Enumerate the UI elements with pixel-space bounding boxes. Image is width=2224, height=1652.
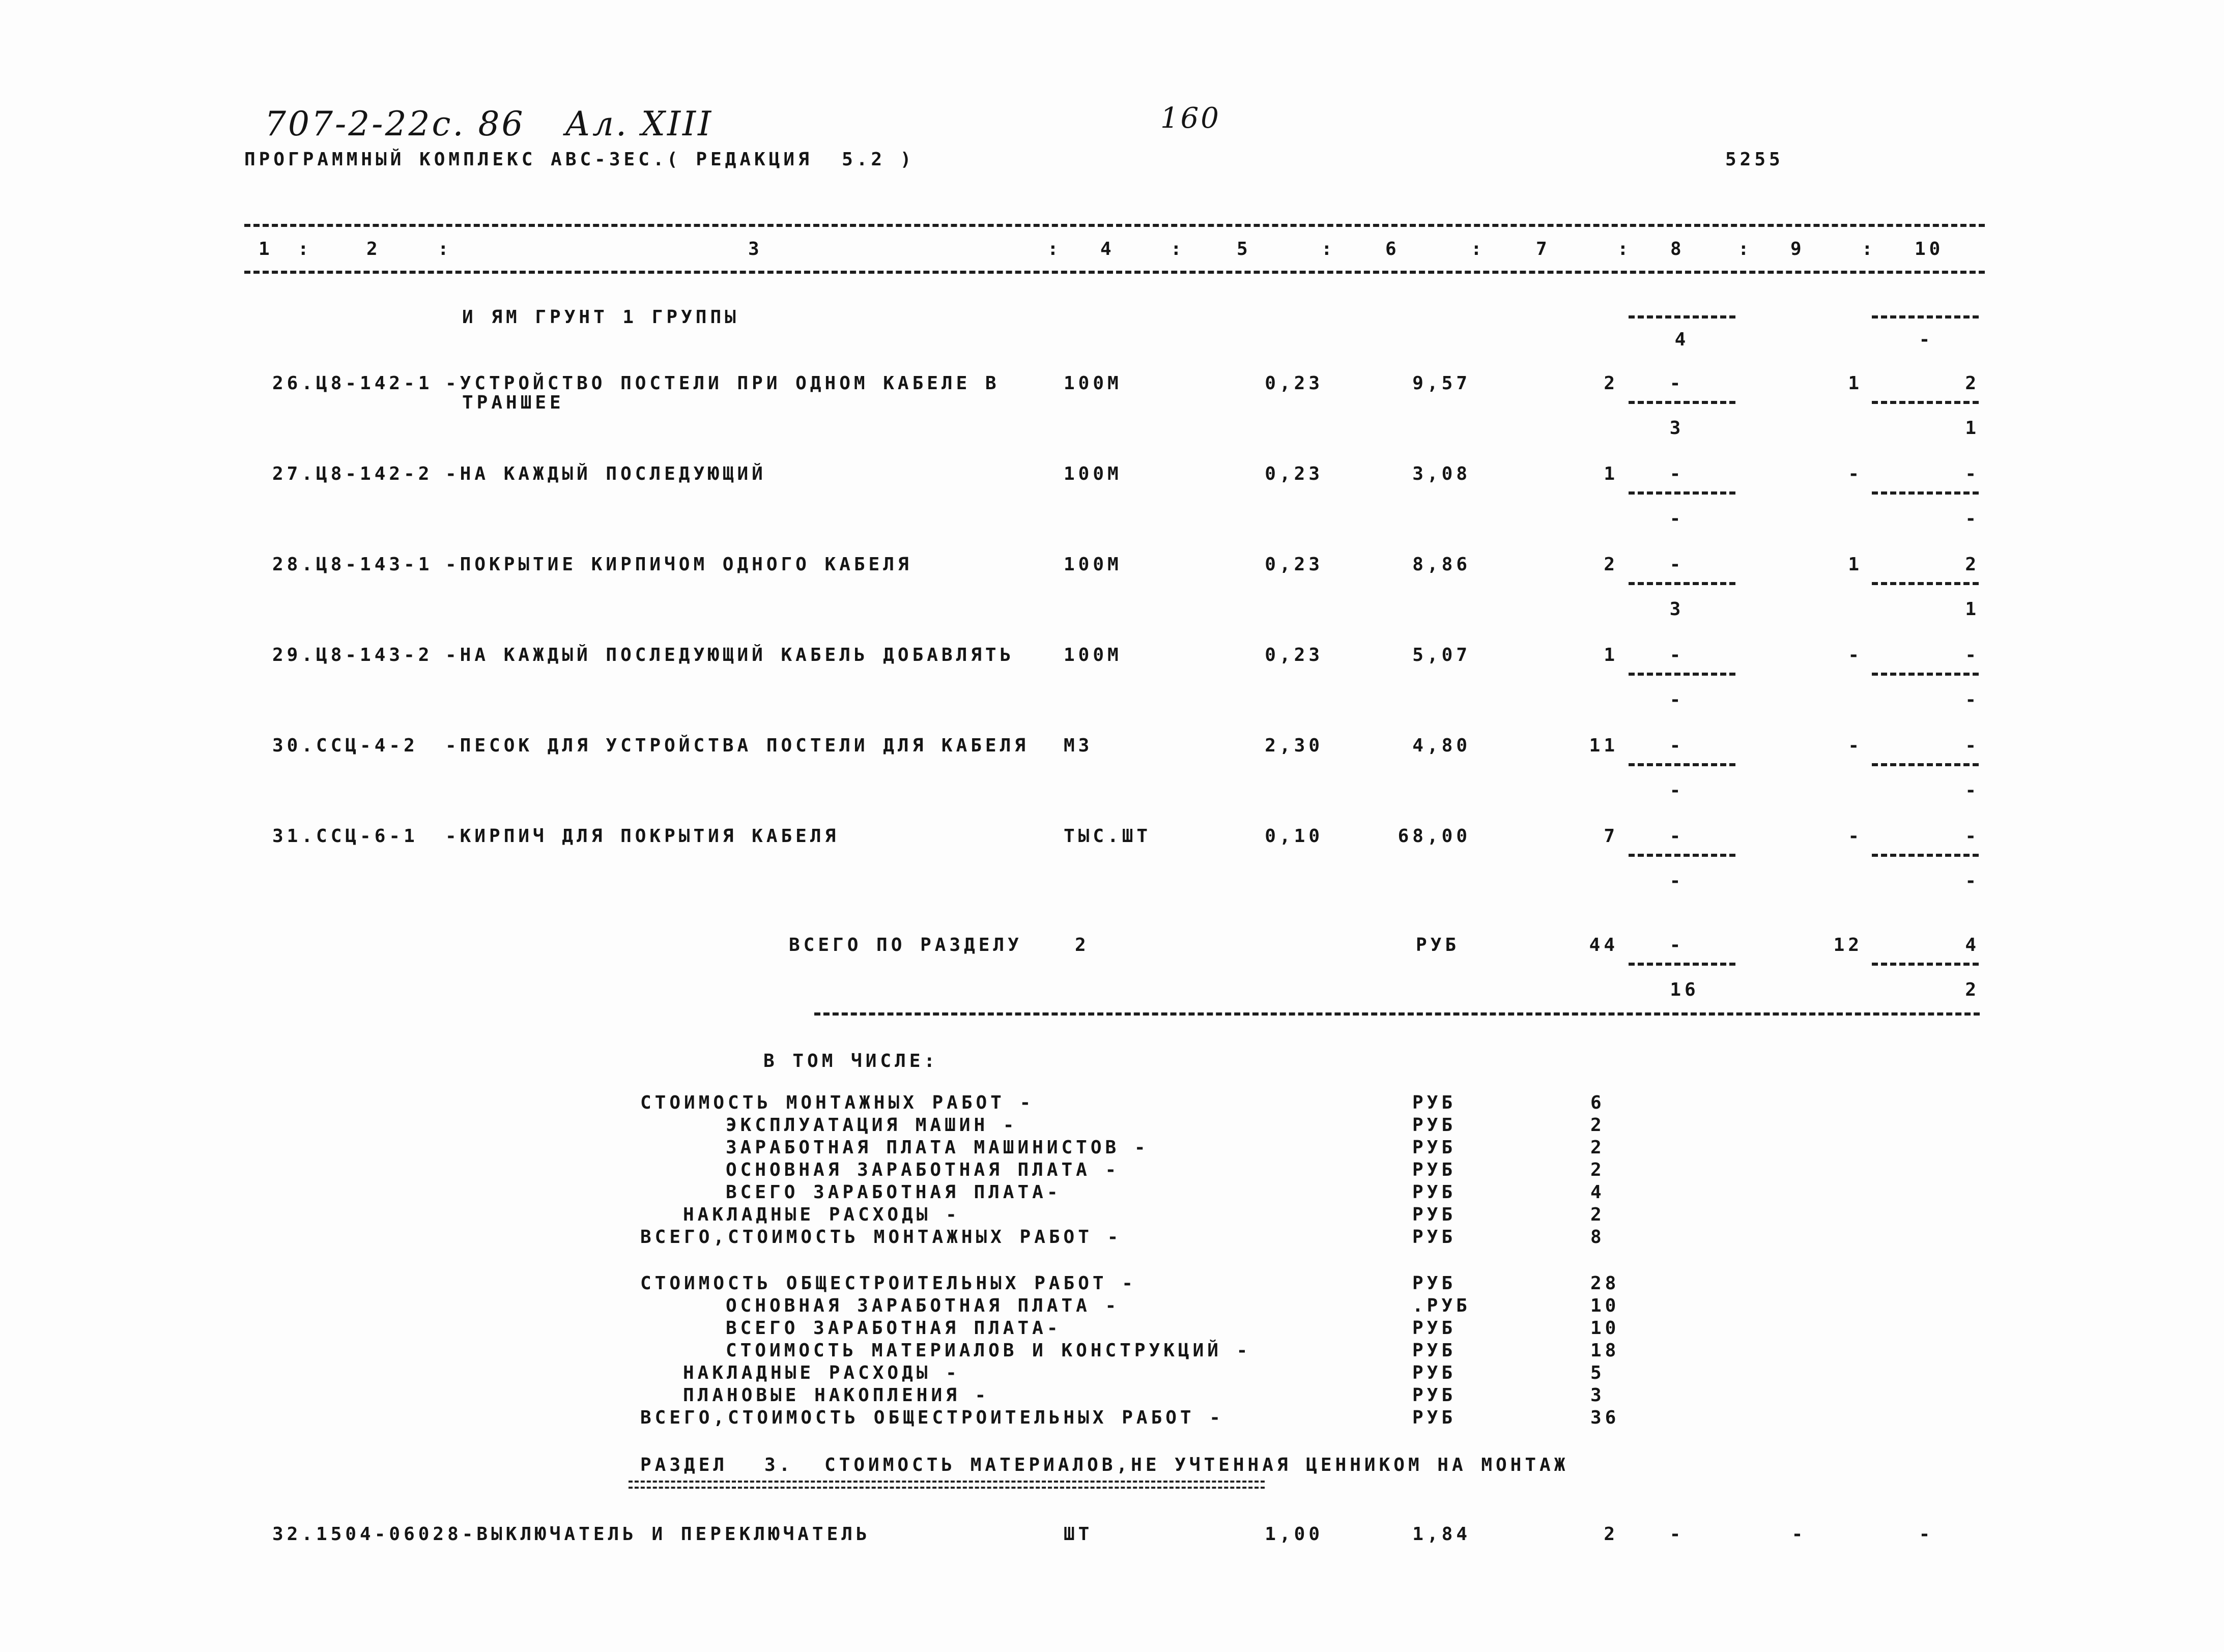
item-unit: ТЫС.ШТ: [1064, 826, 1152, 847]
item-row: [0, 465, 2224, 536]
col-sep: :: [1171, 239, 1185, 259]
col-6: 6: [1385, 239, 1400, 259]
last-row-unit: ШТ: [1064, 1524, 1093, 1545]
item-unit: 100М: [1064, 463, 1122, 484]
breakdown-unit: РУБ: [1412, 1385, 1457, 1406]
fraction-line: [1872, 582, 1979, 585]
last-row-c9: -: [1791, 1524, 1807, 1545]
section-total-label: ВСЕГО ПО РАЗДЕЛУ: [789, 935, 1022, 955]
breakdown-unit: РУБ: [1412, 1407, 1457, 1428]
section3-number: 3.: [764, 1455, 794, 1475]
breakdown-row: [0, 1139, 2224, 1159]
breakdown-unit: РУБ: [1412, 1318, 1457, 1339]
col-sep: :: [1047, 239, 1062, 259]
item-name: -ПЕСОК ДЛЯ УСТРОЙСТВА ПОСТЕЛИ ДЛЯ КАБЕЛЯ: [445, 735, 1029, 756]
header-rule-top: [244, 224, 1985, 227]
item-c8-top: -: [1669, 554, 1685, 575]
item-row: [0, 556, 2224, 627]
breakdown-row: [0, 1183, 2224, 1204]
item-total: 2: [1604, 373, 1618, 394]
item-c10-top: 2: [1965, 373, 1980, 394]
item-c10-bottom: 1: [1965, 418, 1980, 439]
last-row-price: 1,84: [1412, 1524, 1471, 1545]
fraction-line: [1872, 401, 1979, 404]
item-name: -УСТРОЙСТВО ПОСТЕЛИ ПРИ ОДНОМ КАБЕЛЕ В: [445, 373, 1000, 394]
item-row: [0, 1525, 2224, 1546]
breakdown-label: ЭКСПЛУАТАЦИЯ МАШИН -: [726, 1115, 1018, 1136]
section-total-c9: 12: [1833, 935, 1863, 955]
item-qty: 0,23: [1265, 373, 1323, 394]
breakdown-unit: .РУБ: [1412, 1295, 1471, 1316]
item-total: 7: [1604, 826, 1618, 847]
item-total: 2: [1604, 554, 1618, 575]
breakdown-value: 2: [1590, 1160, 1605, 1180]
section-total-row: [0, 935, 2224, 1000]
item-c8-bottom: -: [1669, 871, 1685, 891]
breakdown-unit: РУБ: [1412, 1092, 1457, 1113]
section3-title: СТОИМОСТЬ МАТЕРИАЛОВ,НЕ УЧТЕННАЯ ЦЕННИКОМ НА МОНТАЖ: [824, 1455, 1569, 1475]
section-total-unit: РУБ: [1416, 935, 1460, 955]
breakdown-row: [0, 1386, 2224, 1407]
breakdown-value: 10: [1590, 1295, 1620, 1316]
col-sep: :: [298, 239, 312, 259]
fraction-line: [1629, 315, 1735, 318]
including-label: В ТОМ ЧИСЛЕ:: [763, 1051, 939, 1071]
item-c8-bottom: -: [1669, 508, 1685, 529]
breakdown-label: СТОИМОСТЬ ОБЩЕСТРОИТЕЛЬНЫХ РАБОТ -: [640, 1273, 1136, 1294]
breakdown-value: 4: [1590, 1182, 1605, 1203]
last-row-code-name: 32.1504-06028-ВЫКЛЮЧАТЕЛЬ И ПЕРЕКЛЮЧАТЕЛЬ: [272, 1524, 871, 1545]
breakdown-value: 10: [1590, 1318, 1620, 1339]
breakdown-value: 5: [1590, 1363, 1605, 1383]
breakdown-value: 2: [1590, 1115, 1605, 1136]
fraction-line: [1872, 491, 1979, 495]
breakdown-label: СТОИМОСТЬ МАТЕРИАЛОВ И КОНСТРУКЦИЙ -: [726, 1340, 1251, 1361]
fraction-line: [1872, 315, 1979, 318]
handwritten-ref: 707-2-22c. 86: [265, 104, 525, 143]
item-c10-top: -: [1965, 826, 1980, 847]
item-unit: М3: [1064, 735, 1093, 756]
fraction-line: [1872, 673, 1979, 676]
item-code: 31.ССЦ-6-1: [272, 826, 418, 847]
handwritten-page-number: 160: [1160, 102, 1221, 135]
fraction-line: [1629, 401, 1735, 404]
item-unit: 100М: [1064, 645, 1122, 665]
item-total: 1: [1604, 645, 1618, 665]
item-qty: 0,23: [1265, 645, 1323, 665]
breakdown-unit: РУБ: [1412, 1204, 1457, 1225]
item-unit: 100М: [1064, 554, 1122, 575]
item-c10-bottom: 1: [1965, 599, 1980, 620]
item-c10-bottom: -: [1965, 508, 1980, 529]
breakdown-unit: РУБ: [1412, 1273, 1457, 1294]
breakdown-row: [0, 1206, 2224, 1226]
breakdown-row: [0, 1228, 2224, 1249]
section3-underline: [629, 1481, 1265, 1489]
item-price: 5,07: [1412, 645, 1471, 665]
col-1: 1: [259, 239, 273, 259]
document-code: 5255: [1725, 149, 1784, 170]
item-name: -НА КАЖДЫЙ ПОСЛЕДУЮЩИЙ: [445, 463, 766, 484]
item-row: [0, 737, 2224, 808]
breakdown-label: СТОИМОСТЬ МОНТАЖНЫХ РАБОТ -: [640, 1092, 1035, 1113]
item-price: 4,80: [1412, 735, 1471, 756]
header-rule-bottom: [244, 271, 1985, 274]
item-c10-bottom: -: [1965, 780, 1980, 801]
item-price: 8,86: [1412, 554, 1471, 575]
column-header: [0, 240, 2224, 260]
breakdown-unit: РУБ: [1412, 1182, 1457, 1203]
breakdown-label: ПЛАНОВЫЕ НАКОПЛЕНИЯ -: [683, 1385, 990, 1406]
breakdown-row: [0, 1116, 2224, 1137]
breakdown-unit: РУБ: [1412, 1340, 1457, 1361]
item-c9: -: [1848, 645, 1863, 665]
breakdown-row: [0, 1161, 2224, 1181]
item-c10-bottom: -: [1965, 871, 1980, 891]
breakdown-label: ВСЕГО,СТОИМОСТЬ ОБЩЕСТРОИТЕЛЬНЫХ РАБОТ -: [640, 1407, 1224, 1428]
cont-c8-bottom: 4: [1674, 329, 1690, 350]
breakdown-row: [0, 1274, 2224, 1295]
breakdown-value: 3: [1590, 1385, 1605, 1406]
item-qty: 0,23: [1265, 463, 1323, 484]
breakdown-label: ОСНОВНАЯ ЗАРАБОТНАЯ ПЛАТА -: [726, 1295, 1120, 1316]
item-c8-bottom: 3: [1669, 599, 1685, 620]
col-5: 5: [1237, 239, 1251, 259]
item-c8-top: -: [1669, 463, 1685, 484]
item-c9: 1: [1848, 373, 1863, 394]
item-c10-top: 2: [1965, 554, 1980, 575]
col-7: 7: [1536, 239, 1551, 259]
fraction-line: [1629, 963, 1735, 966]
item-c10-top: -: [1965, 645, 1980, 665]
fraction-line: [1872, 854, 1979, 857]
col-4: 4: [1100, 239, 1115, 259]
breakdown-label: ОСНОВНАЯ ЗАРАБОТНАЯ ПЛАТА -: [726, 1160, 1120, 1180]
item-name-cont: ТРАНШЕЕ: [462, 392, 564, 413]
breakdown-row: [0, 1409, 2224, 1429]
section-total-c8-bottom: 16: [1670, 979, 1699, 1000]
breakdown-label: ВСЕГО ЗАРАБОТНАЯ ПЛАТА-: [726, 1318, 1062, 1339]
breakdown-unit: РУБ: [1412, 1227, 1457, 1248]
breakdown-value: 36: [1590, 1407, 1620, 1428]
last-row-c10: -: [1919, 1524, 1934, 1545]
col-3: 3: [748, 239, 763, 259]
edition-label: ( РЕДАКЦИЯ 5.2 ): [667, 149, 915, 170]
item-total: 1: [1604, 463, 1618, 484]
col-10: 10: [1915, 239, 1944, 259]
breakdown-label: ВСЕГО ЗАРАБОТНАЯ ПЛАТА-: [726, 1182, 1062, 1203]
breakdown-unit: РУБ: [1412, 1160, 1457, 1180]
item-row: [0, 646, 2224, 717]
col-sep: :: [1321, 239, 1336, 259]
cont-c10-bottom: -: [1919, 329, 1934, 350]
item-qty: 0,10: [1265, 826, 1323, 847]
item-c8-top: -: [1669, 373, 1685, 394]
section-total-c10-bottom: 2: [1965, 979, 1980, 1000]
fraction-line: [1629, 854, 1735, 857]
item-name: -НА КАЖДЫЙ ПОСЛЕДУЮЩИЙ КАБЕЛЬ ДОБАВЛЯТЬ: [445, 645, 1015, 665]
last-row-total: 2: [1604, 1524, 1618, 1545]
col-sep: :: [438, 239, 452, 259]
item-price: 68,00: [1398, 826, 1471, 847]
breakdown-row: [0, 1342, 2224, 1362]
item-c8-bottom: -: [1669, 689, 1685, 710]
item-c10-top: -: [1965, 735, 1980, 756]
item-c9: 1: [1848, 554, 1863, 575]
item-qty: 0,23: [1265, 554, 1323, 575]
section-total-number: 2: [1075, 935, 1090, 955]
item-c8-top: -: [1669, 735, 1685, 756]
breakdown-label: ЗАРАБОТНАЯ ПЛАТА МАШИНИСТОВ -: [726, 1137, 1149, 1158]
breakdown-value: 2: [1590, 1137, 1605, 1158]
col-sep: :: [1617, 239, 1632, 259]
item-c8-bottom: -: [1669, 780, 1685, 801]
breakdown-value: 6: [1590, 1092, 1605, 1113]
breakdown-value: 28: [1590, 1273, 1620, 1294]
item-qty: 2,30: [1265, 735, 1323, 756]
breakdown-unit: РУБ: [1412, 1363, 1457, 1383]
item-code: 29.Ц8-143-2: [272, 645, 433, 665]
item-c8-top: -: [1669, 826, 1685, 847]
item-code: 28.Ц8-143-1: [272, 554, 433, 575]
fraction-line: [1629, 673, 1735, 676]
handwritten-album: Ал. XIII: [565, 104, 714, 143]
breakdown-unit: РУБ: [1412, 1137, 1457, 1158]
last-row-c8: -: [1669, 1524, 1685, 1545]
fraction-line: [1872, 963, 1979, 966]
breakdown-label: ВСЕГО,СТОИМОСТЬ МОНТАЖНЫХ РАБОТ -: [640, 1227, 1122, 1248]
item-c9: -: [1848, 826, 1863, 847]
section-rule: [814, 1012, 1980, 1016]
continued-description: И ЯМ ГРУНТ 1 ГРУППЫ: [462, 307, 739, 328]
item-code: 27.Ц8-142-2: [272, 463, 433, 484]
item-price: 3,08: [1412, 463, 1471, 484]
section-total-value: 44: [1589, 935, 1618, 955]
breakdown-value: 2: [1590, 1204, 1605, 1225]
item-code: 30.ССЦ-4-2: [272, 735, 418, 756]
program-title: ПРОГРАММНЫЙ КОМПЛЕКС АВС-3ЕС.: [244, 149, 668, 170]
fraction-line: [1629, 763, 1735, 766]
breakdown-value: 8: [1590, 1227, 1605, 1248]
item-row: [0, 374, 2224, 446]
fraction-line: [1872, 763, 1979, 766]
breakdown-row: [0, 1319, 2224, 1340]
item-c9: -: [1848, 463, 1863, 484]
fraction-line: [1629, 582, 1735, 585]
col-9: 9: [1790, 239, 1805, 259]
last-row-qty: 1,00: [1265, 1524, 1323, 1545]
breakdown-row: [0, 1364, 2224, 1384]
item-name: -ПОКРЫТИЕ КИРПИЧОМ ОДНОГО КАБЕЛЯ: [445, 554, 913, 575]
breakdown-value: 18: [1590, 1340, 1620, 1361]
item-c10-top: -: [1965, 463, 1980, 484]
section3-label: РАЗДЕЛ: [640, 1455, 728, 1475]
breakdown-row: [0, 1297, 2224, 1317]
col-8: 8: [1670, 239, 1685, 259]
item-c10-bottom: -: [1965, 689, 1980, 710]
col-sep: :: [1862, 239, 1876, 259]
item-c8-bottom: 3: [1669, 418, 1685, 439]
fraction-line: [1629, 491, 1735, 495]
section-total-c10-top: 4: [1965, 935, 1980, 955]
item-c8-top: -: [1669, 645, 1685, 665]
breakdown-label: НАКЛАДНЫЕ РАСХОДЫ -: [683, 1363, 960, 1383]
item-total: 11: [1589, 735, 1618, 756]
breakdown-row: [0, 1094, 2224, 1114]
col-sep: :: [1738, 239, 1753, 259]
item-name: -КИРПИЧ ДЛЯ ПОКРЫТИЯ КАБЕЛЯ: [445, 826, 840, 847]
breakdown-unit: РУБ: [1412, 1115, 1457, 1136]
col-2: 2: [366, 239, 381, 259]
item-code: 26.Ц8-142-1: [272, 373, 433, 394]
item-price: 9,57: [1412, 373, 1471, 394]
item-row: [0, 827, 2224, 899]
col-sep: :: [1471, 239, 1486, 259]
section-total-c8-top: -: [1669, 935, 1685, 955]
breakdown-label: НАКЛАДНЫЕ РАСХОДЫ -: [683, 1204, 960, 1225]
item-c9: -: [1848, 735, 1863, 756]
item-unit: 100М: [1064, 373, 1122, 394]
